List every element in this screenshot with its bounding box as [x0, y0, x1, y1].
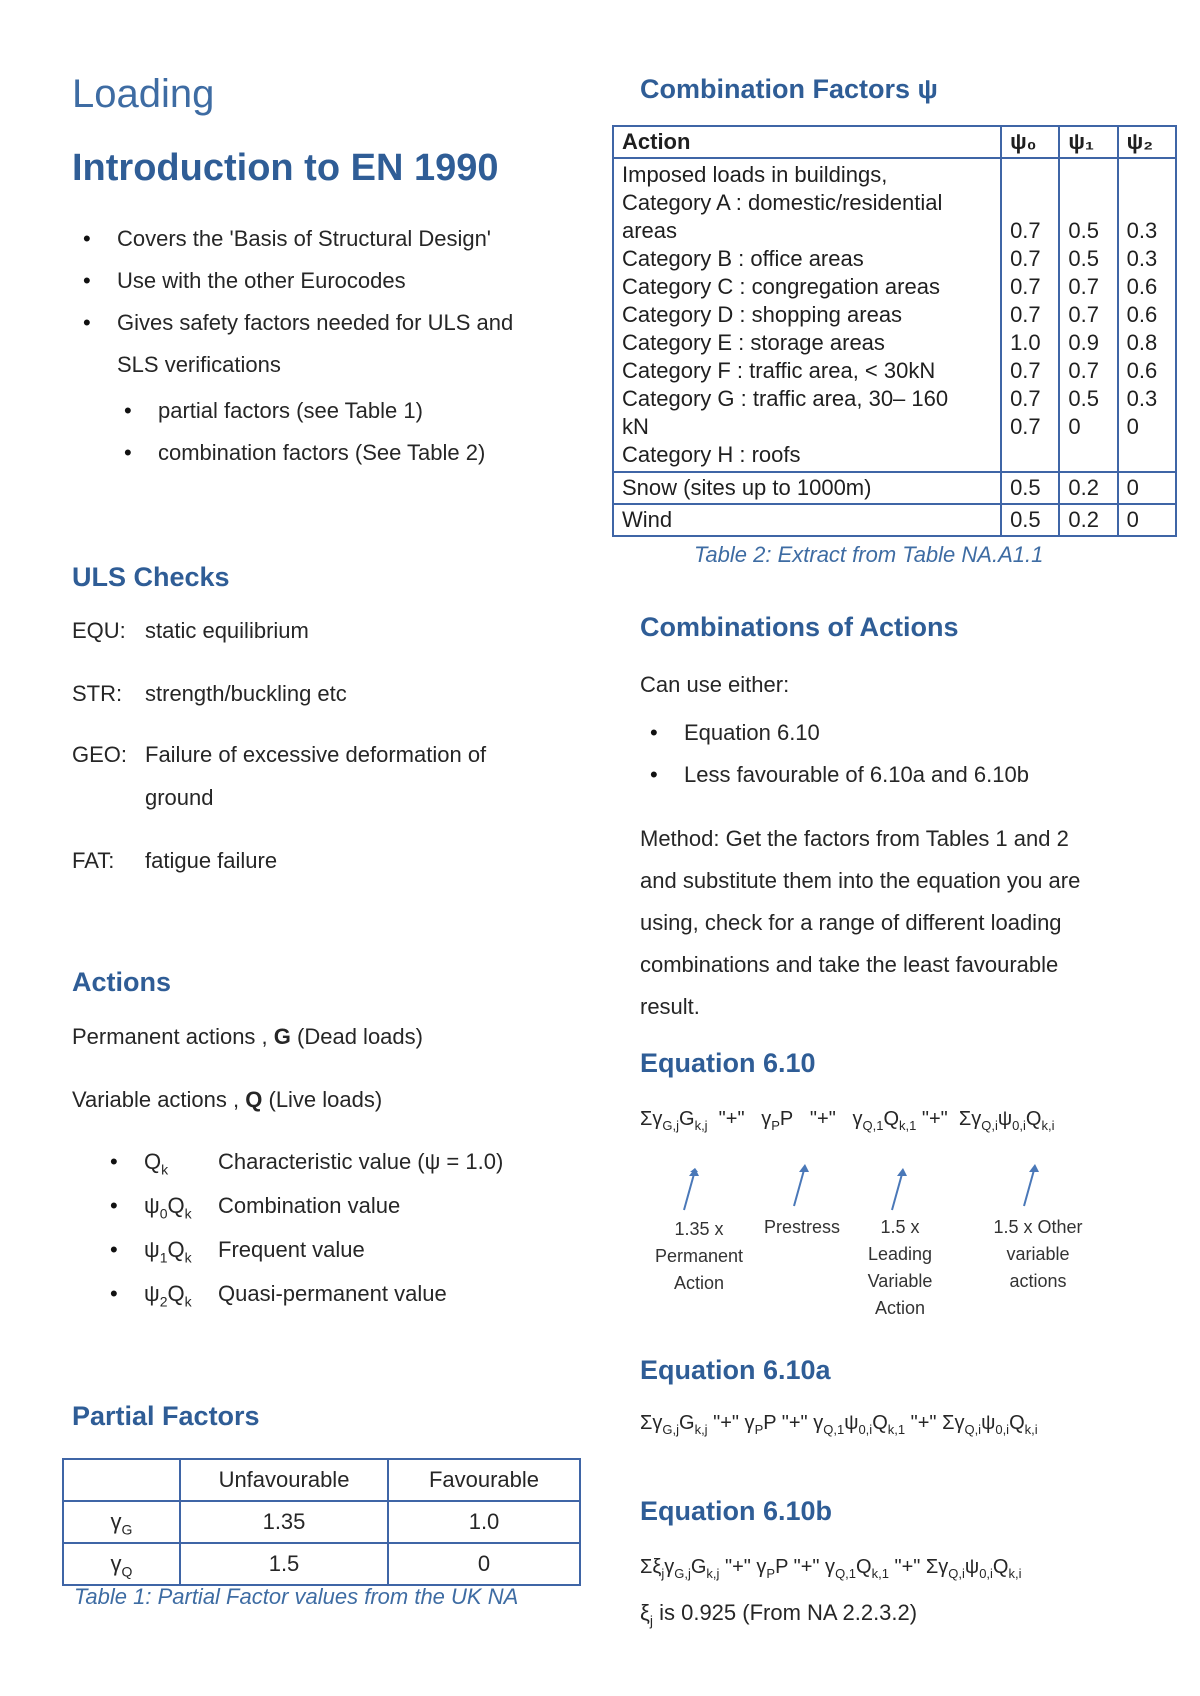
table-cell: 0	[1118, 504, 1176, 536]
action-value-item	[144, 1272, 604, 1316]
table-row	[63, 1543, 580, 1585]
annotation-other-variable: 1.5 x Other variable actions	[993, 1217, 1083, 1291]
action-symbol: $\psi_0Q_k$	[144, 1193, 192, 1222]
table-cell: 0.5	[1001, 504, 1059, 536]
table-cell: 1.35	[180, 1501, 388, 1543]
variable-actions	[72, 1087, 382, 1113]
table2-caption: Table 2: Extract from Table NA.A1.1	[694, 542, 1044, 567]
uls-item-str	[72, 681, 347, 707]
method-paragraph	[640, 818, 1160, 1028]
action-value-item	[144, 1184, 604, 1228]
table-row-imposed	[613, 158, 1176, 472]
method-line: Method: Get the factors from Tables 1 and 2	[640, 826, 1069, 851]
permanent-suffix: (Dead loads)	[290, 1024, 423, 1049]
arrow-up-icon	[1020, 1164, 1044, 1208]
permanent-prefix: Permanent actions ,	[72, 1024, 274, 1049]
action-values-list	[144, 1140, 604, 1316]
table-header-row	[613, 126, 1176, 158]
can-use-text: Can use either:	[640, 672, 790, 697]
table-header-cell: Action	[613, 126, 1001, 158]
method-line: and substitute them into the equation you are	[640, 868, 1081, 893]
equation-6-10a: $\Sigma\gamma_{G,j}G_{k,j}$ "+" $\gamma_PP$ "+" $\gamma_{Q,1}\psi_{0,i}Q_{k,1}$ "+" $\Sigma\gamma_{Q,i}\psi_{0,i}Q_{k,i}$	[640, 1412, 1038, 1437]
action-desc: Combination value	[218, 1193, 401, 1218]
uls-desc: Failure of excessive deformation of	[145, 742, 487, 767]
uls-item-equ	[72, 618, 309, 644]
options-list	[684, 712, 1164, 796]
permanent-actions	[72, 1024, 423, 1050]
partial-factors-table	[62, 1458, 581, 1586]
table-row-snow	[613, 472, 1176, 504]
partial-factors-heading: Partial Factors	[72, 1401, 260, 1431]
psi0-column: 0.7 0.7 0.7 0.7 1.0 0.7 0.7 0.7	[1001, 158, 1059, 472]
equation-6-10b: $\Sigma\xi_j\gamma_{G,j}G_{k,j}$ "+" $\gamma_PP$ "+" $\gamma_{Q,1}Q_{k,1}$ "+" $\Sigma\gamma_{Q,i}\psi_{0,i}Q_{k,i}$	[640, 1556, 1022, 1581]
psi2-column: 0.3 0.3 0.6 0.6 0.8 0.6 0.3 0	[1118, 158, 1176, 472]
uls-code: FAT:	[72, 848, 115, 873]
uls-desc-continuation: ground	[145, 785, 214, 810]
intro-bullet-list	[117, 218, 597, 344]
uls-heading: ULS Checks	[72, 562, 230, 592]
eq610a-heading: Equation 6.10a	[640, 1355, 831, 1385]
combination-factors-heading: Combination Factors ψ	[640, 74, 938, 104]
table-header-cell	[63, 1459, 180, 1501]
intro-bullet-continuation: SLS verifications	[117, 352, 281, 377]
action-value-item	[144, 1228, 604, 1272]
intro-subbullet: • combination factors (See Table 2)	[158, 432, 598, 474]
table-cell-symbol: $\gamma_Q$	[63, 1543, 180, 1585]
uls-desc: fatigue failure	[145, 848, 278, 873]
uls-code: STR:	[72, 681, 123, 706]
table-cell-symbol: $\gamma_G$	[63, 1501, 180, 1543]
action-value-item	[144, 1140, 604, 1184]
variable-symbol: Q	[245, 1087, 263, 1112]
uls-desc: strength/buckling etc	[145, 681, 347, 706]
intro-bullet	[117, 302, 597, 344]
table-cell: 1.5	[180, 1543, 388, 1585]
table-cell: 0.2	[1059, 472, 1117, 504]
intro-heading: Introduction to EN 1990	[72, 147, 499, 189]
uls-item-fat	[72, 848, 277, 874]
table-cell: 0	[1118, 472, 1176, 504]
table-cell: Wind	[613, 504, 1001, 536]
arrow-up-icon	[790, 1164, 814, 1208]
option-item: • Less favourable of 6.10a and 6.10b	[684, 754, 1164, 796]
eq610-heading: Equation 6.10	[640, 1048, 816, 1078]
method-line: result.	[640, 994, 700, 1019]
combination-factors-table	[612, 125, 1177, 537]
method-line: using, check for a range of different loading	[640, 910, 1062, 935]
table-cell: 0.5	[1001, 472, 1059, 504]
table-header-row	[63, 1459, 580, 1501]
uls-code: EQU:	[72, 618, 126, 643]
method-line: combinations and take the least favourable	[640, 952, 1059, 977]
psi1-column: 0.5 0.5 0.7 0.7 0.9 0.7 0.5 0	[1059, 158, 1117, 472]
table-header-cell: ψ₀	[1001, 126, 1059, 158]
intro-subbullet: • partial factors (see Table 1)	[158, 390, 598, 432]
table-cell: Snow (sites up to 1000m)	[613, 472, 1001, 504]
actions-heading: Actions	[72, 967, 172, 997]
table-row-wind	[613, 504, 1176, 536]
annotation-leading-variable: 1.5 x Leading Variable Action	[867, 1217, 933, 1318]
action-symbol: $Q_k$	[144, 1149, 169, 1178]
uls-desc: static equilibrium	[145, 618, 309, 643]
permanent-symbol: G	[273, 1024, 291, 1049]
table1-caption: Table 1: Partial Factor values from the UK NA	[74, 1584, 519, 1609]
table-header-cell: Unfavourable	[180, 1459, 388, 1501]
variable-suffix: (Live loads)	[262, 1087, 383, 1112]
table-header-cell: Favourable	[388, 1459, 580, 1501]
eq610b-heading: Equation 6.10b	[640, 1496, 833, 1526]
intro-subbullet-list	[158, 390, 598, 474]
arrow-up-icon	[888, 1168, 912, 1212]
action-symbol: $\psi_2Q_k$	[144, 1281, 192, 1310]
table-cell: 0.2	[1059, 504, 1117, 536]
uls-item-geo	[72, 742, 486, 768]
variable-prefix: Variable actions ,	[72, 1087, 246, 1112]
action-desc: Frequent value	[218, 1237, 365, 1262]
annotation-prestress: Prestress	[763, 1217, 841, 1237]
annotation-permanent: 1.35 x Permanent Action	[654, 1219, 744, 1293]
table-cell: 0	[388, 1543, 580, 1585]
equation-6-10: $\Sigma\gamma_{G,j}G_{k,j}$ "+" $\gamma_PP$ "+" $\gamma_{Q,1}Q_{k,1}$ "+" $\Sigma\gamma_{Q,i}\psi_{0,i}Q_{k,i}$	[640, 1108, 1055, 1133]
uls-code: GEO:	[72, 742, 128, 767]
table-cell: 1.0	[388, 1501, 580, 1543]
page-title: Loading	[72, 72, 215, 116]
action-symbol: $\psi_1Q_k$	[144, 1237, 192, 1266]
table-row	[63, 1501, 580, 1543]
action-desc: Characteristic value (ψ = 1.0)	[218, 1149, 504, 1174]
option-item: • Equation 6.10	[684, 712, 1164, 754]
intro-bullet-text: Gives safety factors needed for ULS and	[117, 310, 514, 335]
combinations-heading: Combinations of Actions	[640, 612, 959, 642]
imposed-loads-cell: Imposed loads in buildings, Category A : domestic/residential areas Category B : office areas Category C : congregation areas Category D : shopping areas Category E : storage areas Category F : traffic area, < 30kN Category G : traffic area, 30– 160 kN Category H : roofs	[613, 158, 1001, 472]
action-desc: Quasi-permanent value	[218, 1281, 447, 1306]
xi-note: $\xi_j$ is 0.925 (From NA 2.2.3.2)	[640, 1600, 918, 1629]
arrow-up-icon	[680, 1168, 704, 1212]
intro-bullet: • Use with the other Eurocodes	[117, 260, 597, 302]
intro-bullet: • Covers the 'Basis of Structural Design'	[117, 218, 597, 260]
table-header-cell: ψ₁	[1059, 126, 1117, 158]
table-header-cell: ψ₂	[1118, 126, 1176, 158]
